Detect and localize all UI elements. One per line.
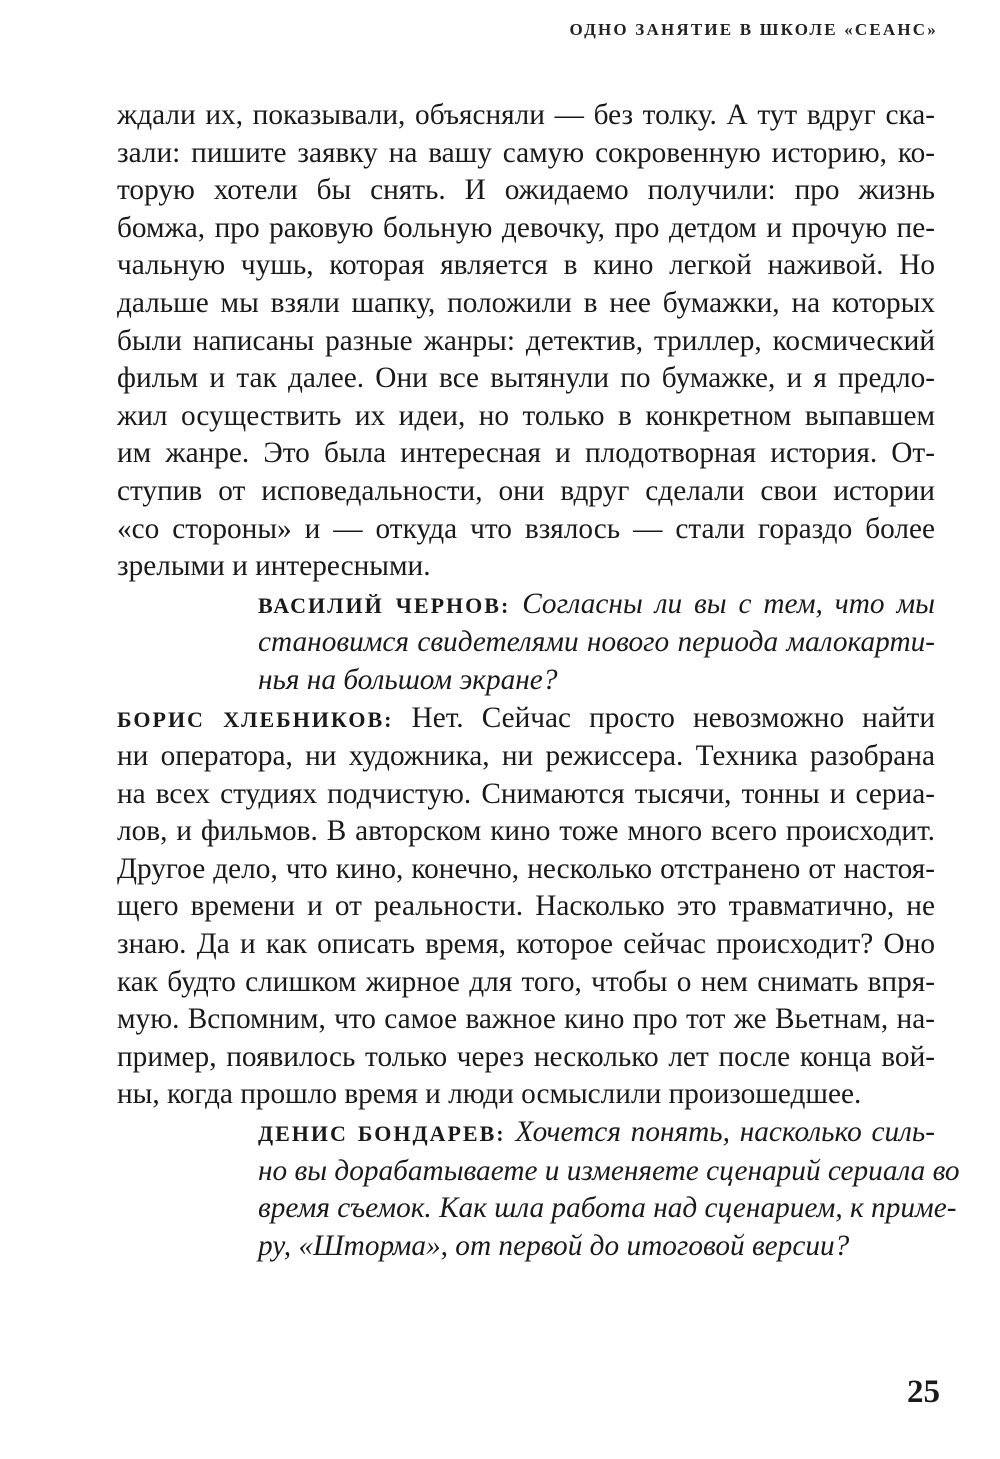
paragraph-line: пример, появилось только через несколько лет после конца вой- <box>117 1040 935 1073</box>
speaker-name: ДЕНИС БОНДАРЕВ: <box>258 1121 506 1147</box>
question-chernov <box>258 586 935 700</box>
page-body <box>117 97 960 1265</box>
paragraph-line: зрелыми и интересными. <box>117 550 431 583</box>
page-number: 25 <box>907 1374 940 1410</box>
speaker-name: ВАСИЛИЙ ЧЕРНОВ: <box>258 592 511 618</box>
paragraph-line <box>117 700 935 739</box>
speaker-name: БОРИС ХЛЕБНИКОВ: <box>117 706 394 732</box>
paragraph-line: знаю. Да и как описать время, которое сейчас происходит? Оно <box>117 928 935 961</box>
question-line: ру, «Шторма», от первой до итоговой версии? <box>258 1229 850 1262</box>
question-line: нья на большом экране? <box>258 663 558 696</box>
question-text: Хочется понять, насколько силь- <box>515 1116 935 1149</box>
paragraph-line: как будто слишком жирное для того, чтобы о нем снимать впря- <box>117 965 935 998</box>
paragraph-line: ступив от исповедальности, они вдруг сделали свои истории <box>117 474 935 507</box>
paragraph-line: жил осуществить их идеи, но только в конкретном выпавшем <box>117 399 935 432</box>
paragraph-line: ждали их, показывали, объясняли — без толку. А тут вдруг ска- <box>117 99 935 131</box>
paragraph-line: бомжа, про раковую больную девочку, про детдом и прочую пе- <box>117 211 935 244</box>
paragraph-line: Другое дело, что кино, конечно, несколько отстранено от настоя- <box>117 852 935 885</box>
paragraph-line: ни оператора, ни художника, ни режиссера. Техника разобрана <box>117 740 935 773</box>
paragraph-line: мую. Вспомним, что самое важное кино про тот же Вьетнам, на- <box>117 1003 935 1036</box>
paragraph-line: на всех студиях подчистую. Снимаются тысячи, тонны и сериа- <box>117 777 935 810</box>
paragraph-line: торую хотели бы снять. И ожидаемо получили: про жизнь <box>117 174 935 207</box>
paragraph-line: чальную чушь, которая является в кино легкой наживой. Но <box>117 249 935 282</box>
paragraph-line: фильм и так далее. Они все вытянули по бумажке, и я предло- <box>117 362 935 395</box>
paragraph-line: «со стороны» и — откуда что взялось — стали гораздо более <box>117 512 935 545</box>
paragraph-line: дальше мы взяли шапку, положили в нее бумажки, на которых <box>117 286 935 319</box>
running-head: ОДНО ЗАНЯТИЕ В ШКОЛЕ «СЕАНС» <box>569 20 938 39</box>
answer-text: Нет. Сейчас просто невозможно найти <box>411 701 936 734</box>
paragraph-line: лов, и фильмов. В авторском кино тоже много всего происходит. <box>117 815 935 848</box>
question-bondarev <box>258 1114 960 1265</box>
paragraph-line: зали: пишите заявку на вашу самую сокровенную историю, ко- <box>117 136 935 169</box>
paragraph-line: щего времени и от реальности. Насколько это травматично, не <box>117 890 935 923</box>
question-line: становимся свидетелями нового периода малокарти- <box>258 626 935 659</box>
paragraph-line: были написаны разные жанры: детектив, триллер, космический <box>117 324 935 357</box>
question-line <box>258 1114 935 1153</box>
paragraph-1 <box>117 97 935 586</box>
question-line: время съемок. Как шла работа над сценарием, к приме- <box>258 1192 957 1225</box>
question-line <box>258 586 935 625</box>
question-line: но вы дорабатываете и изменяете сценарий сериала во <box>258 1154 960 1187</box>
question-text: Согласны ли вы с тем, что мы <box>522 587 935 620</box>
answer-khlebnikov <box>117 700 935 1115</box>
paragraph-line: ны, когда прошло время и люди осмыслили произошедшее. <box>117 1078 862 1111</box>
paragraph-line: им жанре. Это была интересная и плодотворная история. От- <box>117 437 935 470</box>
